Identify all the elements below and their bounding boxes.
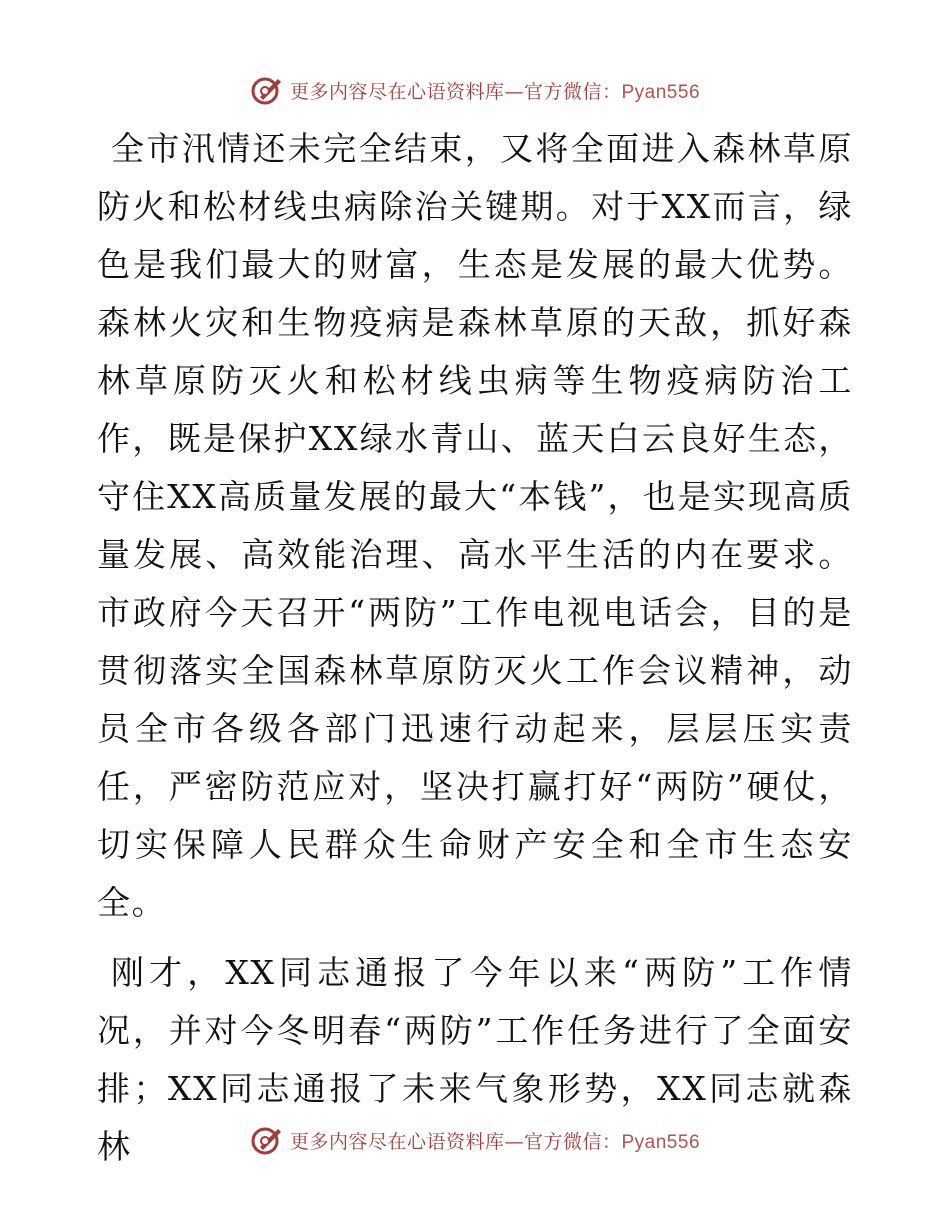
pen-logo-icon <box>250 73 284 107</box>
watermark-label: 更多内容尽在心语资料库—官方微信：Pyan556 <box>289 80 701 103</box>
paragraph-1: 全市汛情还未完全结束，又将全面进入森林草原防火和松材线虫病除治关键期。对于XX而言，绿色是我们最大的财富，生态是发展的最大优势。森林火灾和生物疫病是森林草原的天敌，抓好森林草原防灭火和松材线虫病等生物疫病防治工作，既是保护XX绿水青山、蓝天白云良好生态，守住XX高质量发展的最大“本钱”，也是实现高质量发展、高效能治理、高水平生活的内在要求。市政府今天召开“两防”工作电视电话会，目的是贯彻落实全国森林草原防灭火工作会议精神，动员全市各级各部门迅速行动起来，层层压实责任，严密防范应对，坚决打赢打好“两防”硬仗，切实保障人民群众生命财产安全和全市生态安全。 <box>97 129 853 922</box>
footer-watermark <box>0 1120 950 1160</box>
watermark-label: 更多内容尽在心语资料库—官方微信：Pyan556 <box>289 1130 701 1153</box>
watermark-wechat-id: Pyan556 <box>621 1131 701 1153</box>
pen-logo-icon <box>250 1123 284 1157</box>
header-watermark <box>0 70 950 110</box>
paragraph-2: 刚才，XX同志通报了今年以来“两防”工作情况，并对今冬明春“两防”工作任务进行了全面安排；XX同志通报了未来气象形势，XX同志就森林 <box>97 953 853 1166</box>
document-body <box>97 120 853 1176</box>
watermark-wechat-id: Pyan556 <box>621 81 701 103</box>
